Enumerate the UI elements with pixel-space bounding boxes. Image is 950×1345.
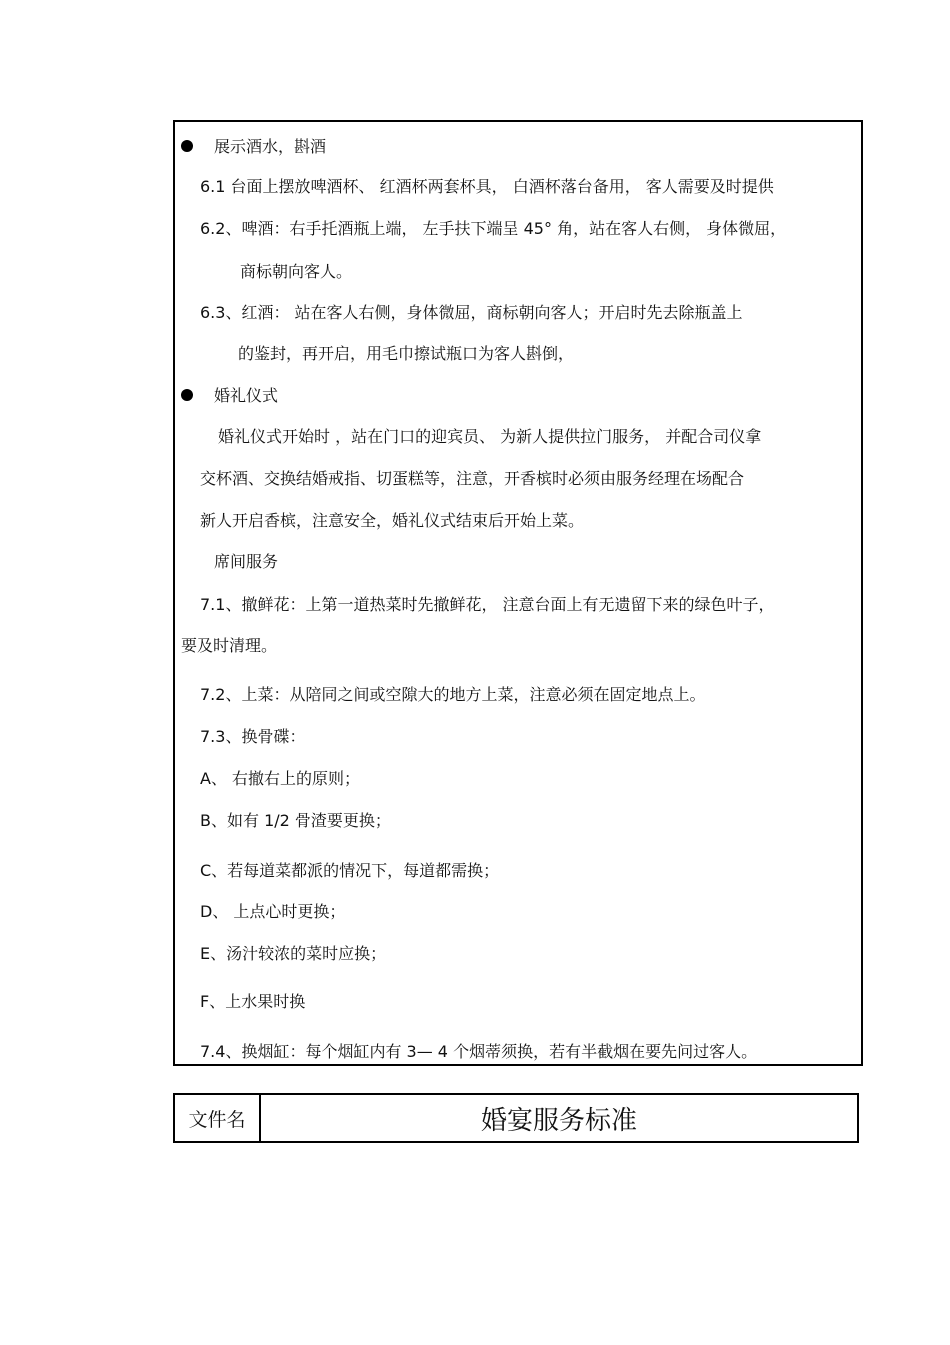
text-line: 6.3、红酒： 站在客人右侧，身体微屈，商标朝向客人；开启时先去除瓶盖上 xyxy=(200,303,743,322)
text-line: 7.3、换骨碟： xyxy=(200,727,306,746)
list-item: B、如有 1/2 骨渣要更换； xyxy=(200,811,391,830)
footer-table xyxy=(173,1093,859,1143)
section-heading-ceremony: 婚礼仪式 xyxy=(214,386,279,405)
list-item: D、 上点心时更换； xyxy=(200,902,346,921)
text-line: 新人开启香槟，注意安全，婚礼仪式结束后开始上菜。 xyxy=(200,511,585,530)
bullet-icon xyxy=(181,140,193,152)
text-line: 7.2、上菜：从陪同之间或空隙大的地方上菜，注意必须在固定地点上。 xyxy=(200,685,706,704)
document-title: 婚宴服务标准 xyxy=(480,1105,637,1136)
list-item: C、若每道菜都派的情况下，每道都需换； xyxy=(200,861,500,880)
text-line: 商标朝向客人。 xyxy=(240,262,353,281)
text-line: 6.1 台面上摆放啤酒杯、 红酒杯两套杯具， 白酒杯落台备用， 客人需要及时提供 xyxy=(200,177,774,196)
text-line: 7.1、撤鲜花：上第一道热菜时先撤鲜花， 注意台面上有无遗留下来的绿色叶子， xyxy=(200,595,775,614)
list-item: A、 右撤右上的原则； xyxy=(200,769,361,788)
text-line: 婚礼仪式开始时 ，站在门口的迎宾员、 为新人提供拉门服务， 并配合司仪拿 xyxy=(218,427,762,446)
section-heading-service: 席间服务 xyxy=(214,552,279,571)
text-line: 的鉴封，再开启，用毛巾擦试瓶口为客人斟倒， xyxy=(238,344,575,363)
file-name-label: 文件名 xyxy=(175,1095,261,1141)
list-item: E、汤汁较浓的菜时应换； xyxy=(200,944,387,963)
section-heading-wine: 展示酒水，斟酒 xyxy=(214,137,327,156)
list-item: F、上水果时换 xyxy=(200,992,306,1011)
text-line: 交杯酒、交换结婚戒指、切蛋糕等，注意，开香槟时必须由服务经理在场配合 xyxy=(200,469,745,488)
text-line: 7.4、换烟缸：每个烟缸内有 3— 4 个烟蒂须换，若有半截烟在要先问过客人。 xyxy=(200,1042,758,1061)
text-line: 要及时清理。 xyxy=(181,636,278,655)
bullet-icon xyxy=(181,389,193,401)
text-line: 6.2、啤酒：右手托酒瓶上端， 左手扶下端呈 45° 角，站在客人右侧， 身体微屈， xyxy=(200,219,787,238)
